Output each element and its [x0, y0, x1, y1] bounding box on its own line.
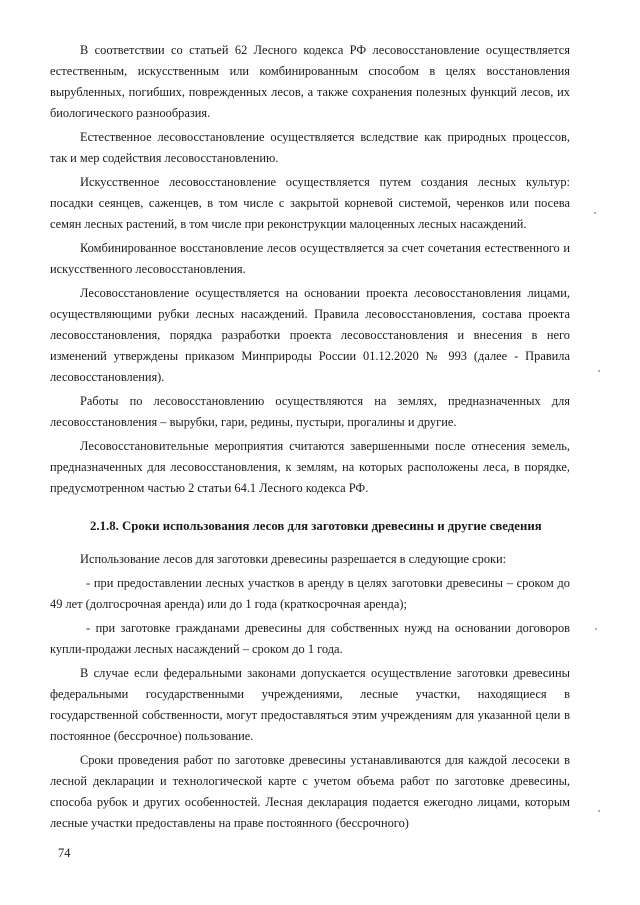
- scan-speck: [598, 810, 600, 812]
- paragraph-federal-institutions: В случае если федеральными законами допускается осуществление заготовки древесины федеральными государственными учреждениями, лесные участки, находящиеся в государственной собственности, могут предоставляться этим учреждениям для указанной цели в постоянное (бессрочное) пользование.: [50, 666, 570, 743]
- paragraph-usage-terms-intro: Использование лесов для заготовки древесины разрешается в следующие сроки:: [80, 552, 507, 566]
- page-number: 74: [58, 846, 71, 860]
- paragraph-harvesting-timelines: Сроки проведения работ по заготовке древесины устанавливаются для каждой лесосеки в лесной декларации и технологической карте с учетом объема работ по заготовке древесины, способа рубок и других особенностей. Лесная декларация подается ежегодно лицами, которым лесные участки предоставлены на праве постоянного (бессрочного): [50, 753, 570, 830]
- paragraph-reforestation-project: Лесовосстановление осуществляется на основании проекта лесовосстановления лицами, осуществляющими рубки лесных насаждений. Правила лесовосстановления, состава проекта лесовосстановления, порядка разработки проекта лесовосстановления и внесения в него изменений утверждены приказом Минприроды России 01.12.2020 № 993 (далее - Правила лесовосстановления).: [50, 286, 570, 384]
- section-heading: 2.1.8. Сроки использования лесов для заготовки древесины и другие сведения: [90, 519, 542, 533]
- list-item-lease-terms: - при предоставлении лесных участков в аренду в целях заготовки древесины – сроком до 49 лет (долгосрочная аренда) или до 1 года (краткосрочная аренда);: [50, 576, 570, 611]
- paragraph-natural-reforestation: Естественное лесовосстановление осуществляется вследствие как природных процессов, так и мер содействия лесовосстановлению.: [50, 130, 570, 165]
- document-page: [50, 40, 570, 837]
- paragraph-reforestation-methods: В соответствии со статьей 62 Лесного кодекса РФ лесовосстановление осуществляется естественным, искусственным или комбинированным способом в целях восстановления вырубленных, погибших, поврежденных лесов, а также сохранения полезных функций лесов, их биологического разнообразия.: [50, 43, 570, 120]
- paragraph-artificial-reforestation: Искусственное лесовосстановление осуществляется путем создания лесных культур: посадки сеянцев, саженцев, в том числе с закрытой корневой системой, черенков или посева семян лесных растений, в том числе при реконструкции малоценных лесных насаждений.: [50, 175, 570, 231]
- list-item-citizen-terms: - при заготовке гражданами древесины для собственных нужд на основании договоров купли-продажи лесных насаждений – сроком до 1 года.: [50, 621, 570, 656]
- paragraph-reforestation-lands: Работы по лесовосстановлению осуществляются на землях, предназначенных для лесовосстановления – вырубки, гари, редины, пустыри, прогалины и другие.: [50, 394, 570, 429]
- scan-speck: [594, 212, 596, 214]
- scan-speck: [595, 628, 597, 630]
- scan-speck: [598, 370, 600, 372]
- paragraph-combined-reforestation: Комбинированное восстановление лесов осуществляется за счет сочетания естественного и искусственного лесовосстановления.: [50, 241, 570, 276]
- paragraph-reforestation-completion: Лесовосстановительные мероприятия считаются завершенными после отнесения земель, предназначенных для лесовосстановления, к землям, на которых расположены леса, в порядке, предусмотренном частью 2 статьи 64.1 Лесного кодекса РФ.: [50, 439, 570, 495]
